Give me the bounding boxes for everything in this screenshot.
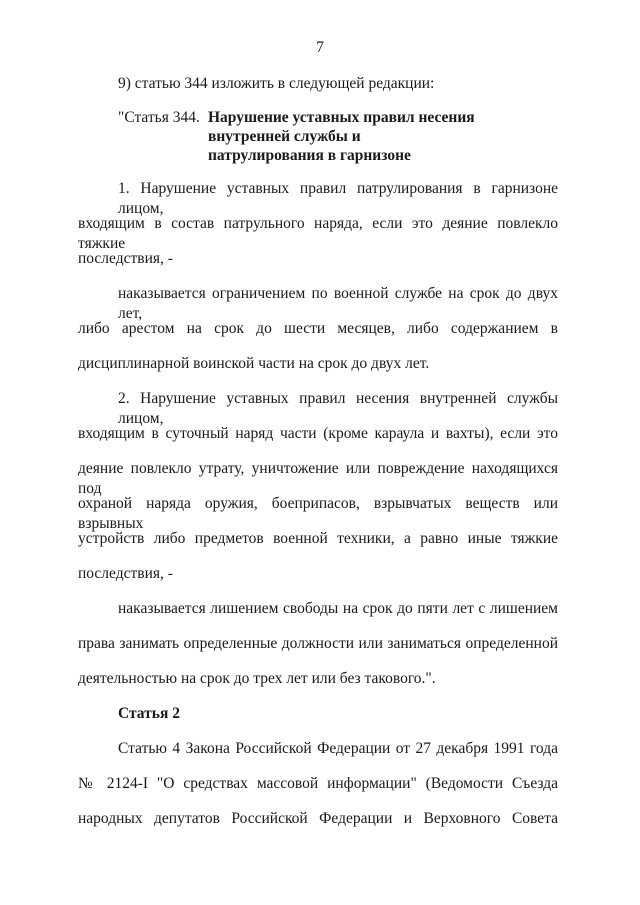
body-line: охраной наряда оружия, боеприпасов, взрывчатых веществ или взрывных [78, 495, 558, 532]
body-line: деятельностью на срок до трех лет или без такового.". [78, 670, 436, 687]
body-line: либо арестом на срок до шести месяцев, либо содержанием в [78, 320, 558, 337]
body-line: наказывается ограничением по военной службе на срок до двух лет, [118, 285, 558, 322]
body-line: деяние повлекло утрату, уничтожение или повреждение находящихся под [78, 460, 558, 497]
item-9-intro: 9) статью 344 изложить в следующей редакции: [118, 75, 435, 92]
body-line: 2. Нарушение уставных правил несения внутренней службы лицом, [118, 390, 558, 427]
article-2-heading: Статья 2 [118, 705, 180, 722]
article-344-title-line-3: патрулирования в гарнизоне [208, 147, 411, 164]
article-344-prefix: "Статья 344. [118, 109, 200, 126]
page-number: 7 [316, 39, 324, 56]
article-344-title-line-1: Нарушение уставных правил несения [208, 109, 475, 126]
body-line: права занимать определенные должности или заниматься определенной [78, 635, 558, 652]
body-line: дисциплинарной воинской части на срок до двух лет. [78, 355, 430, 372]
article-344-title-line-2: внутренней службы и [208, 128, 361, 145]
body-line: 1. Нарушение уставных правил патрулирования в гарнизоне лицом, [118, 180, 558, 217]
body-line: народных депутатов Российской Федерации и Верховного Совета [78, 810, 558, 827]
body-line: входящим в состав патрульного наряда, если это деяние повлекло тяжкие [78, 215, 558, 252]
body-line: Статью 4 Закона Российской Федерации от 27 декабря 1991 года [118, 740, 558, 757]
body-line: наказывается лишением свободы на срок до пяти лет с лишением [118, 600, 558, 617]
body-line: № 2124-I "О средствах массовой информации" (Ведомости Съезда [78, 775, 558, 792]
body-line: последствия, - [78, 565, 173, 582]
body-line: входящим в суточный наряд части (кроме караула и вахты), если это [78, 425, 558, 442]
body-line: последствия, - [78, 250, 173, 267]
body-line: устройств либо предметов военной техники, а равно иные тяжкие [78, 530, 558, 547]
